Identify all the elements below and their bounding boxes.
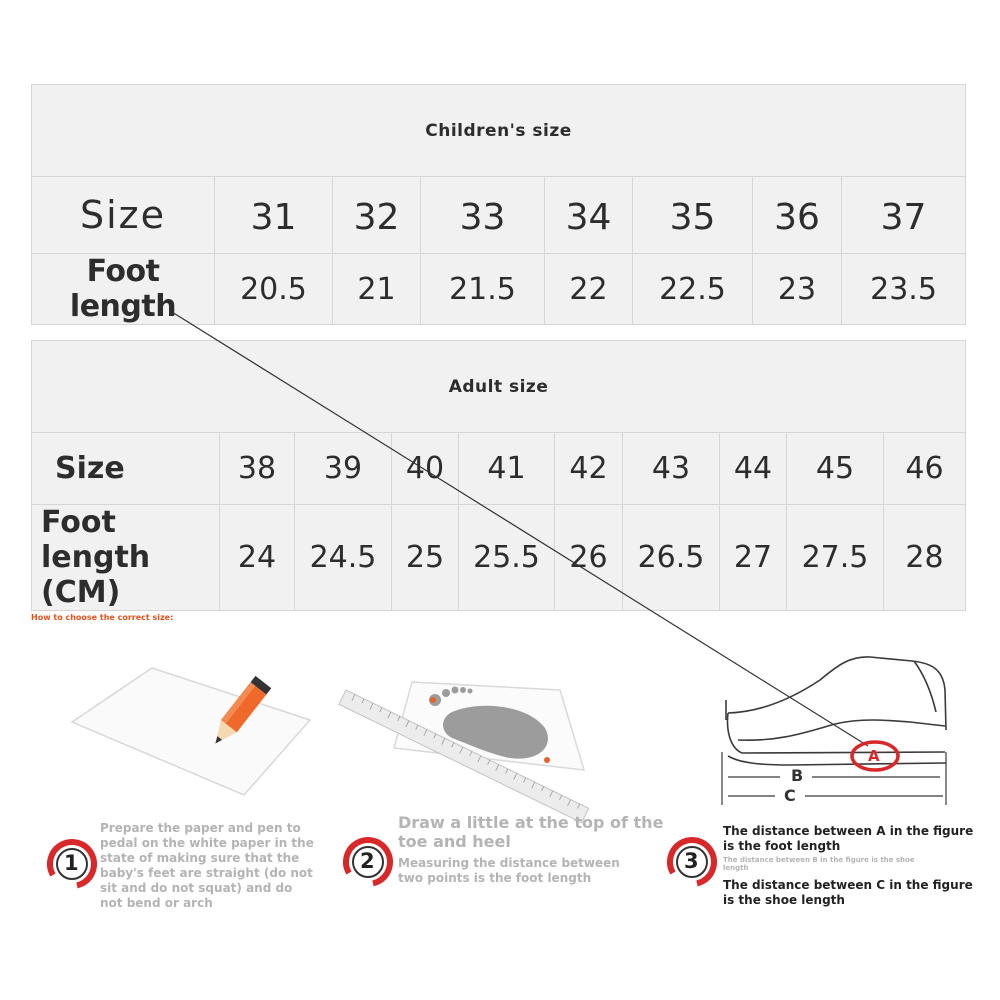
adult-size-cell: 39 bbox=[295, 433, 392, 505]
children-length-label: Foot length bbox=[32, 254, 215, 325]
adult-length-cell: 27.5 bbox=[787, 505, 884, 611]
shoe-label-b: B bbox=[791, 766, 804, 785]
children-length-cell: 20.5 bbox=[215, 254, 333, 325]
adult-length-cell: 26.5 bbox=[623, 505, 720, 611]
shoe-label-a: A bbox=[868, 747, 880, 765]
children-length-cell: 23.5 bbox=[842, 254, 966, 325]
children-length-cell: 21 bbox=[333, 254, 421, 325]
adult-length-cell: 24.5 bbox=[295, 505, 392, 611]
adult-size-cell: 44 bbox=[720, 433, 787, 505]
children-length-cell: 22 bbox=[545, 254, 633, 325]
step-3-text-c: The distance between C in the figure is the shoe length bbox=[723, 878, 973, 907]
step-3-text-a: The distance between A in the figure is the foot length bbox=[723, 824, 974, 853]
step-1-text: Prepare the paper and pen to pedal on the white paper in the state of making sure that the baby's feet are straight (do not sit and do not squat) and do not bend or arch bbox=[100, 821, 314, 910]
children-size-cell: 33 bbox=[421, 177, 545, 254]
adult-length-cell: 24 bbox=[220, 505, 295, 611]
children-size-label: Size bbox=[32, 177, 215, 254]
step-3-number: 3 bbox=[684, 849, 699, 873]
adult-size-cell: 43 bbox=[623, 433, 720, 505]
shoe-label-c: C bbox=[784, 786, 796, 805]
children-table-title: Children's size bbox=[32, 85, 966, 177]
children-size-cell: 32 bbox=[333, 177, 421, 254]
shoe-diagram bbox=[722, 657, 946, 805]
children-length-cell: 23 bbox=[753, 254, 842, 325]
step-2-heading: Draw a little at the top of the toe and heel bbox=[398, 813, 664, 851]
adult-length-cell: 25.5 bbox=[459, 505, 555, 611]
children-size-cell: 37 bbox=[842, 177, 966, 254]
adult-size-cell: 45 bbox=[787, 433, 884, 505]
children-size-cell: 35 bbox=[633, 177, 753, 254]
pointer-line bbox=[172, 312, 868, 746]
adult-size-cell: 40 bbox=[392, 433, 459, 505]
children-length-cell: 21.5 bbox=[421, 254, 545, 325]
adult-size-cell: 38 bbox=[220, 433, 295, 505]
adult-size-cell: 46 bbox=[884, 433, 966, 505]
step-2-number: 2 bbox=[360, 849, 375, 873]
adult-size-cell: 41 bbox=[459, 433, 555, 505]
step-1-number: 1 bbox=[64, 851, 79, 875]
children-size-cell: 31 bbox=[215, 177, 333, 254]
adult-length-cell: 27 bbox=[720, 505, 787, 611]
adult-length-cell: 26 bbox=[555, 505, 623, 611]
paper-pencil-illustration bbox=[72, 668, 310, 795]
children-size-cell: 36 bbox=[753, 177, 842, 254]
adult-size-cell: 42 bbox=[555, 433, 623, 505]
children-length-cell: 22.5 bbox=[633, 254, 753, 325]
adult-length-label: Foot length (CM) bbox=[32, 505, 220, 611]
adult-length-cell: 28 bbox=[884, 505, 966, 611]
adult-length-cell: 25 bbox=[392, 505, 459, 611]
step-2-text: Measuring the distance between two points is the foot length bbox=[398, 856, 620, 885]
children-size-cell: 34 bbox=[545, 177, 633, 254]
footprint-ruler-illustration bbox=[339, 682, 589, 823]
howto-title: How to choose the correct size: bbox=[31, 613, 174, 622]
adult-size-label: Size bbox=[32, 433, 220, 505]
adult-table-title: Adult size bbox=[32, 341, 966, 433]
step-3-text-b: The distance between B in the figure is the shoe length bbox=[723, 856, 915, 872]
